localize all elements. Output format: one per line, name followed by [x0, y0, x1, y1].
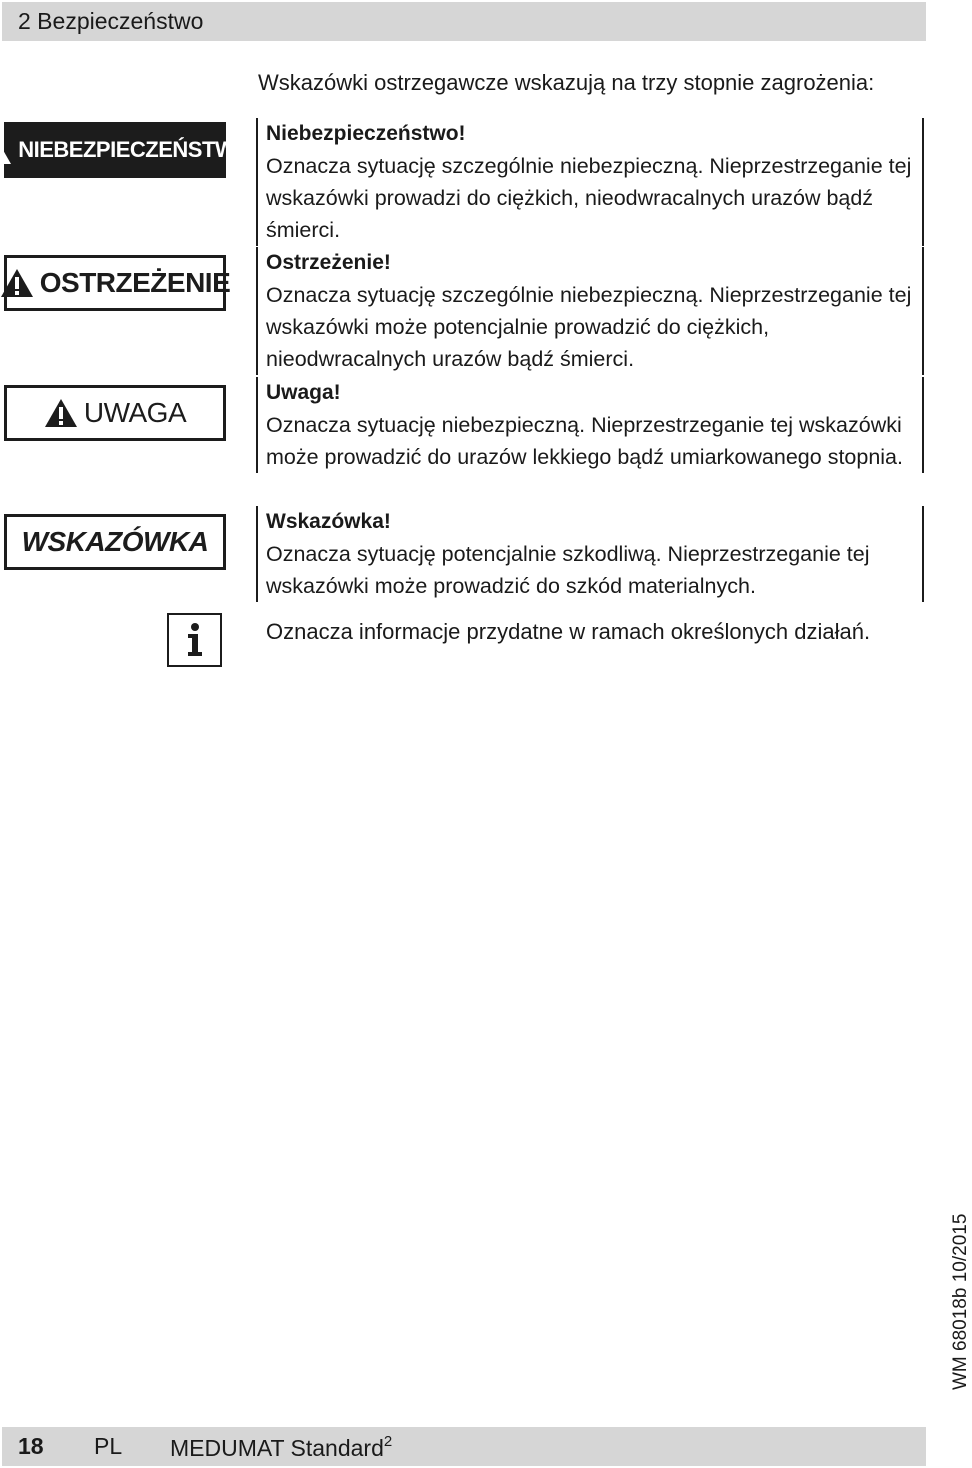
- section-text: Oznacza sytuację niebezpieczną. Nieprzestrzeganie tej wskazówki może prowadzić do urazów lekkiego bądź umiarkowanego stopnia.: [266, 413, 903, 469]
- info-box: [167, 613, 222, 667]
- section-caution: [256, 377, 924, 473]
- chapter-title: 2 Bezpieczeństwo: [18, 8, 204, 34]
- warning-triangle-icon: [0, 268, 34, 298]
- product-name-text: MEDUMAT Standard: [170, 1435, 384, 1461]
- header-bar: [2, 2, 926, 41]
- section-warning: [256, 247, 924, 375]
- warning-triangle-icon: [44, 398, 78, 428]
- footer-bar: [2, 1427, 926, 1466]
- label-caution-text: UWAGA: [83, 397, 187, 428]
- label-notice-text: WSKAZÓWKA: [21, 526, 209, 557]
- section-text: Oznacza sytuację szczególnie niebezpieczną. Nieprzestrzeganie tej wskazówki może potencjalnie prowadzić do ciężkich, nieodwracalnych urazów bądź śmierci.: [266, 283, 912, 371]
- section-heading: Uwaga!: [266, 381, 341, 404]
- warning-triangle-icon: [0, 135, 12, 165]
- label-notice: [4, 514, 226, 570]
- language-code: PL: [94, 1433, 123, 1459]
- document-code: WM 68018b 10/2015: [950, 1213, 971, 1390]
- label-danger-text: NIEBEZPIECZEŃSTWO: [18, 137, 252, 162]
- section-heading: Niebezpieczeństwo!: [266, 122, 466, 145]
- label-danger: [4, 122, 252, 178]
- section-notice: [256, 506, 924, 602]
- product-superscript: 2: [383, 1433, 393, 1450]
- page-number: 18: [18, 1433, 44, 1459]
- product-name: [170, 1433, 392, 1462]
- info-text: Oznacza informacje przydatne w ramach określonych działań.: [266, 619, 871, 644]
- info-icon: [185, 623, 205, 657]
- label-warning-text: OSTRZEŻENIE: [39, 267, 231, 298]
- section-heading: Ostrzeżenie!: [266, 251, 391, 274]
- intro-text: Wskazówki ostrzegawcze wskazują na trzy stopnie zagrożenia:: [258, 70, 875, 95]
- label-warning: [4, 255, 231, 311]
- section-text: Oznacza sytuację szczególnie niebezpieczną. Nieprzestrzeganie tej wskazówki prowadzi do ciężkich, nieodwracalnych urazów bądź śmierci.: [266, 154, 912, 242]
- label-caution: [4, 385, 226, 441]
- section-text: Oznacza sytuację potencjalnie szkodliwą. Nieprzestrzeganie tej wskazówki może prowadzić do szkód materialnych.: [266, 542, 870, 598]
- section-danger: [256, 118, 924, 246]
- section-heading: Wskazówka!: [266, 510, 391, 533]
